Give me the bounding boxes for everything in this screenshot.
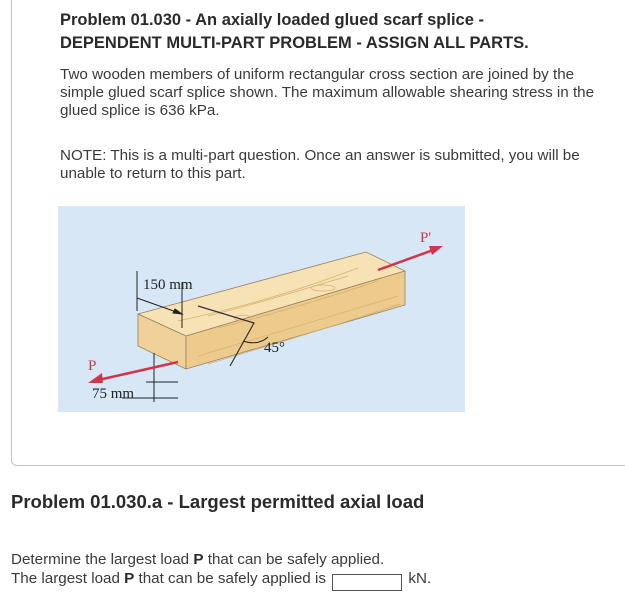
problem-title-line2: DEPENDENT MULTI-PART PROBLEM - ASSIGN ALL PARTS. — [60, 34, 529, 52]
answer-unit: kN. — [408, 570, 432, 587]
height-label: 75 mm — [92, 386, 135, 402]
problem-description: Two wooden members of uniform rectangular cross section are joined by the simple glued scarf splice shown. The maximum allowable shearing stress in the glued splice is 636 kPa. — [60, 66, 595, 119]
question-variable: P — [193, 551, 204, 568]
width-label: 150 mm — [143, 277, 193, 293]
answer-prefix: The largest load — [11, 570, 125, 587]
load-label-p: P — [88, 358, 97, 374]
force-arrow-p — [88, 362, 178, 383]
answer-line — [11, 570, 431, 591]
answer-input[interactable] — [332, 574, 402, 591]
scarf-splice-diagram — [58, 206, 465, 412]
problem-title-line1: Problem 01.030 - An axially loaded glued scarf splice - — [60, 11, 484, 29]
part-title: Problem 01.030.a - Largest permitted axial load — [11, 491, 425, 512]
problem-note: NOTE: This is a multi-part question. Once an answer is submitted, you will be unable to return to this part. — [60, 147, 580, 182]
question-prefix: Determine the largest load — [11, 551, 194, 568]
answer-middle: that can be safely applied is — [134, 570, 326, 587]
problem-title — [60, 9, 620, 55]
question-text — [11, 551, 384, 568]
scarf-splice-figure — [58, 206, 465, 412]
angle-label: 45° — [264, 340, 285, 356]
load-label-p-prime: P' — [420, 230, 432, 246]
answer-variable: P — [124, 570, 135, 587]
question-suffix: that can be safely applied. — [203, 551, 385, 568]
force-arrow-p-prime — [378, 246, 443, 270]
